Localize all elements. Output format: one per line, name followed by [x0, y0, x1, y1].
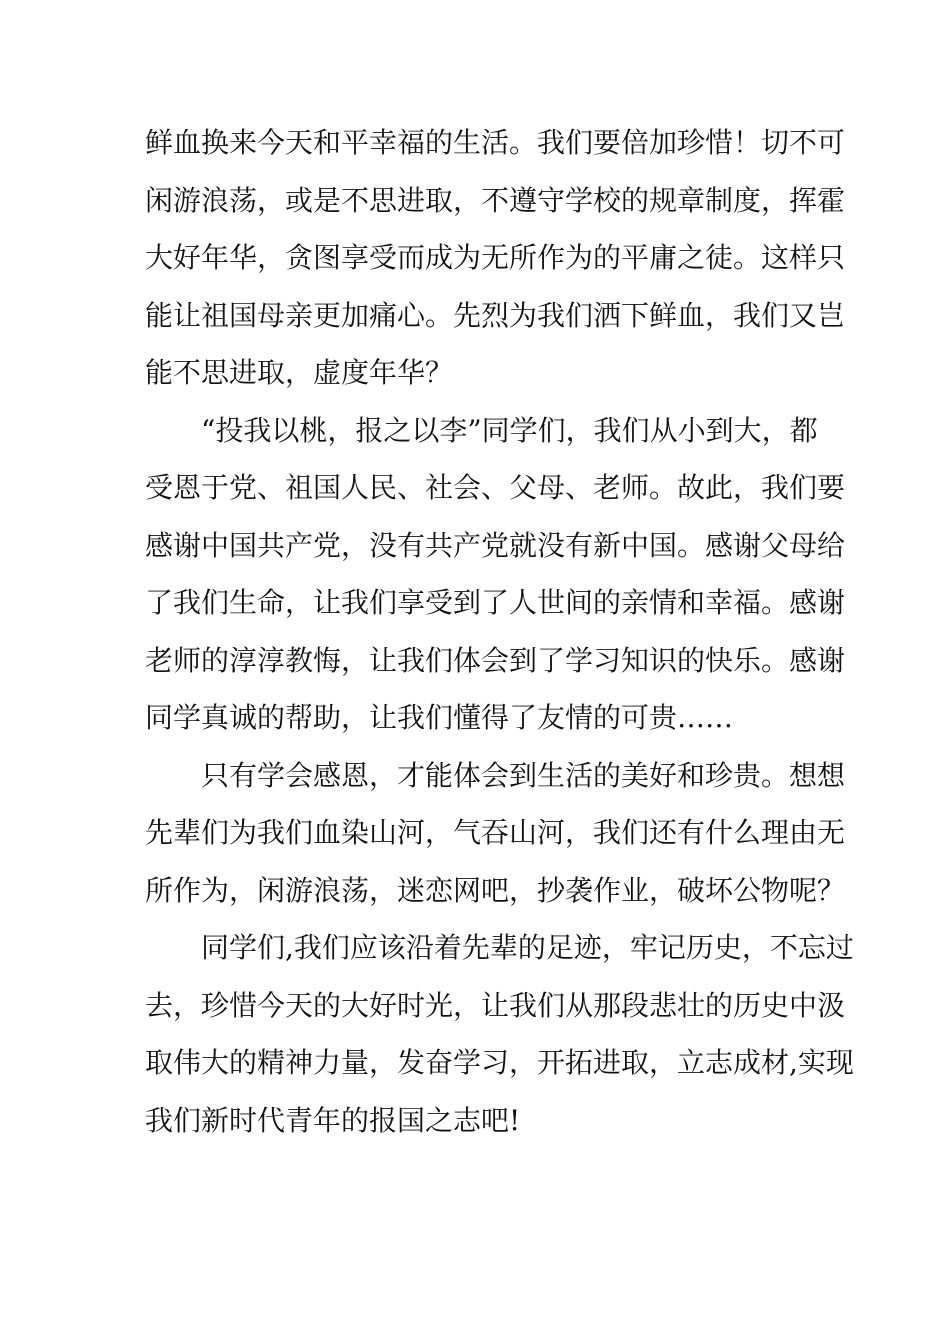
paragraph-3 [145, 747, 846, 920]
text-line: 能让祖国母亲更加痛心。先烈为我们洒下鲜血，我们又岂 [145, 298, 846, 332]
text-line: 去，珍惜今天的大好时光，让我们从那段悲壮的历史中汲 [145, 988, 846, 1022]
text-line: 所作为，闲游浪荡，迷恋网吧，抄袭作业，破坏公物呢？ [145, 873, 846, 907]
text-line: 同学真诚的帮助，让我们懂得了友情的可贵…… [145, 701, 734, 734]
text-line: 我们新时代青年的报国之志吧! [145, 1103, 521, 1137]
text-line: 受恩于党、祖国人民、社会、父母、老师。故此，我们要 [145, 471, 846, 504]
text-line: 同学们,我们应该沿着先辈的足迹，牢记历史，不忘过 [201, 931, 854, 964]
text-line: “投我以桃，报之以李”同学们，我们从小到大，都 [201, 413, 818, 447]
text-line: 老师的淳淳教悔，让我们体会到了学习知识的快乐。感谢 [145, 643, 846, 677]
text-line: 了我们生命，让我们享受到了人世间的亲情和幸福。感谢 [145, 586, 846, 619]
text-line: 只有学会感恩，才能体会到生活的美好和珍贵。想想 [201, 758, 846, 792]
text-line: 先辈们为我们血染山河，气吞山河，我们还有什么理由无 [145, 816, 846, 849]
document-body [145, 114, 854, 1149]
paragraph-2 [145, 402, 846, 747]
paragraph-4 [145, 919, 854, 1149]
text-line: 闲游浪荡，或是不思进取，不遵守学校的规章制度，挥霍 [145, 183, 846, 217]
text-line: 取伟大的精神力量，发奋学习，开拓进取，立志成材,实现 [145, 1046, 854, 1079]
text-line: 感谢中国共产党，没有共产党就没有新中国。感谢父母给 [145, 528, 846, 562]
text-line: 能不思进取，虚度年华？ [145, 356, 454, 389]
text-line: 大好年华，贪图享受而成为无所作为的平庸之徒。这样只 [145, 241, 846, 274]
paragraph-1 [145, 114, 846, 402]
text-line: 鲜血换来今天和平幸福的生活。我们要倍加珍惜！切不可 [145, 126, 846, 159]
